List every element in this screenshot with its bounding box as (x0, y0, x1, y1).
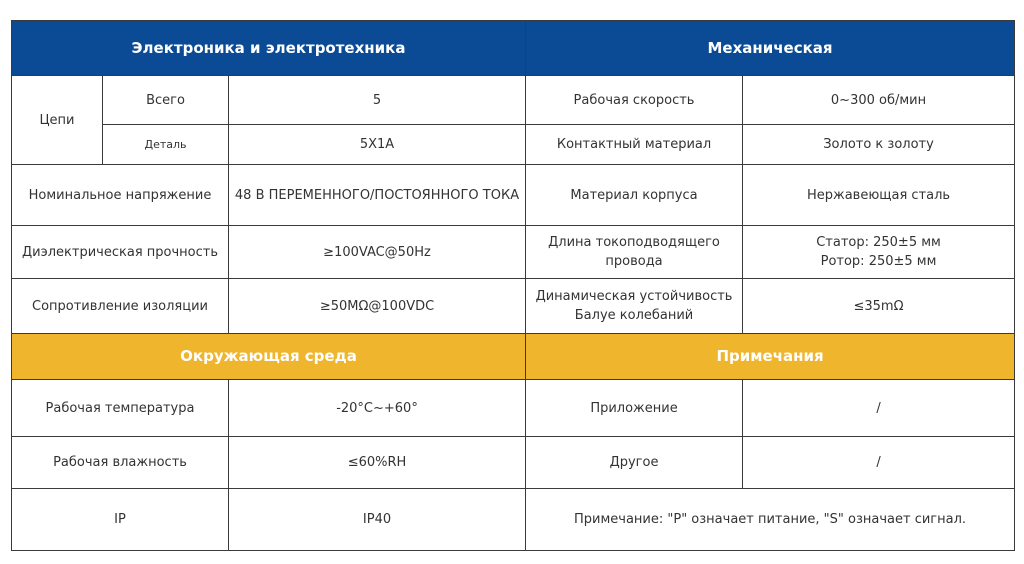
rated-voltage-label: Номинальное напряжение (12, 165, 229, 226)
header-row-bottom (12, 334, 1015, 380)
table-row (12, 76, 1015, 125)
environment-header: Окружающая среда (12, 334, 526, 380)
housing-value: Нержавеющая сталь (743, 165, 1015, 226)
circuits-label: Цепи (12, 76, 103, 165)
other-label: Другое (526, 437, 743, 489)
table-row (12, 165, 1015, 226)
speed-value: 0~300 об/мин (743, 76, 1015, 125)
ip-label: IP (12, 489, 229, 551)
insulation-label: Сопротивление изоляции (12, 279, 229, 334)
lead-rotor: Ротор: 250±5 мм (820, 254, 937, 269)
insulation-value: ≥50MΩ@100VDC (229, 279, 526, 334)
notes-header: Примечания (526, 334, 1015, 380)
ip-value: IP40 (229, 489, 526, 551)
rated-voltage-value: 48 В ПЕРЕМЕННОГО/ПОСТОЯННОГО ТОКА (229, 165, 526, 226)
mechanical-header: Механическая (526, 21, 1015, 76)
total-label: Всего (103, 76, 229, 125)
electronics-header: Электроника и электротехника (12, 21, 526, 76)
application-label: Приложение (526, 380, 743, 437)
table-row (12, 437, 1015, 489)
detail-label: Деталь (103, 125, 229, 165)
table-row (12, 489, 1015, 551)
table-row (12, 125, 1015, 165)
other-value: / (743, 437, 1015, 489)
lead-stator: Статор: 250±5 мм (816, 235, 941, 250)
humidity-label: Рабочая влажность (12, 437, 229, 489)
application-value: / (743, 380, 1015, 437)
header-row-top (12, 21, 1015, 76)
table-row (12, 226, 1015, 279)
temp-label: Рабочая температура (12, 380, 229, 437)
lead-label: Длина токоподводящего провода (526, 226, 743, 279)
humidity-value: ≤60%RH (229, 437, 526, 489)
total-value: 5 (229, 76, 526, 125)
dynamic-value: ≤35mΩ (743, 279, 1015, 334)
temp-value: -20°C~+60° (229, 380, 526, 437)
dielectric-value: ≥100VAC@50Hz (229, 226, 526, 279)
detail-value: 5X1A (229, 125, 526, 165)
table-row (12, 380, 1015, 437)
lead-value (743, 226, 1015, 279)
dielectric-label: Диэлектрическая прочность (12, 226, 229, 279)
contact-label: Контактный материал (526, 125, 743, 165)
contact-value: Золото к золоту (743, 125, 1015, 165)
housing-label: Материал корпуса (526, 165, 743, 226)
table-row (12, 279, 1015, 334)
dynamic-label: Динамическая устойчивость Балуе колебаний (526, 279, 743, 334)
spec-table (11, 20, 1015, 551)
speed-label: Рабочая скорость (526, 76, 743, 125)
note-text: Примечание: "P" означает питание, "S" означает сигнал. (526, 489, 1015, 551)
